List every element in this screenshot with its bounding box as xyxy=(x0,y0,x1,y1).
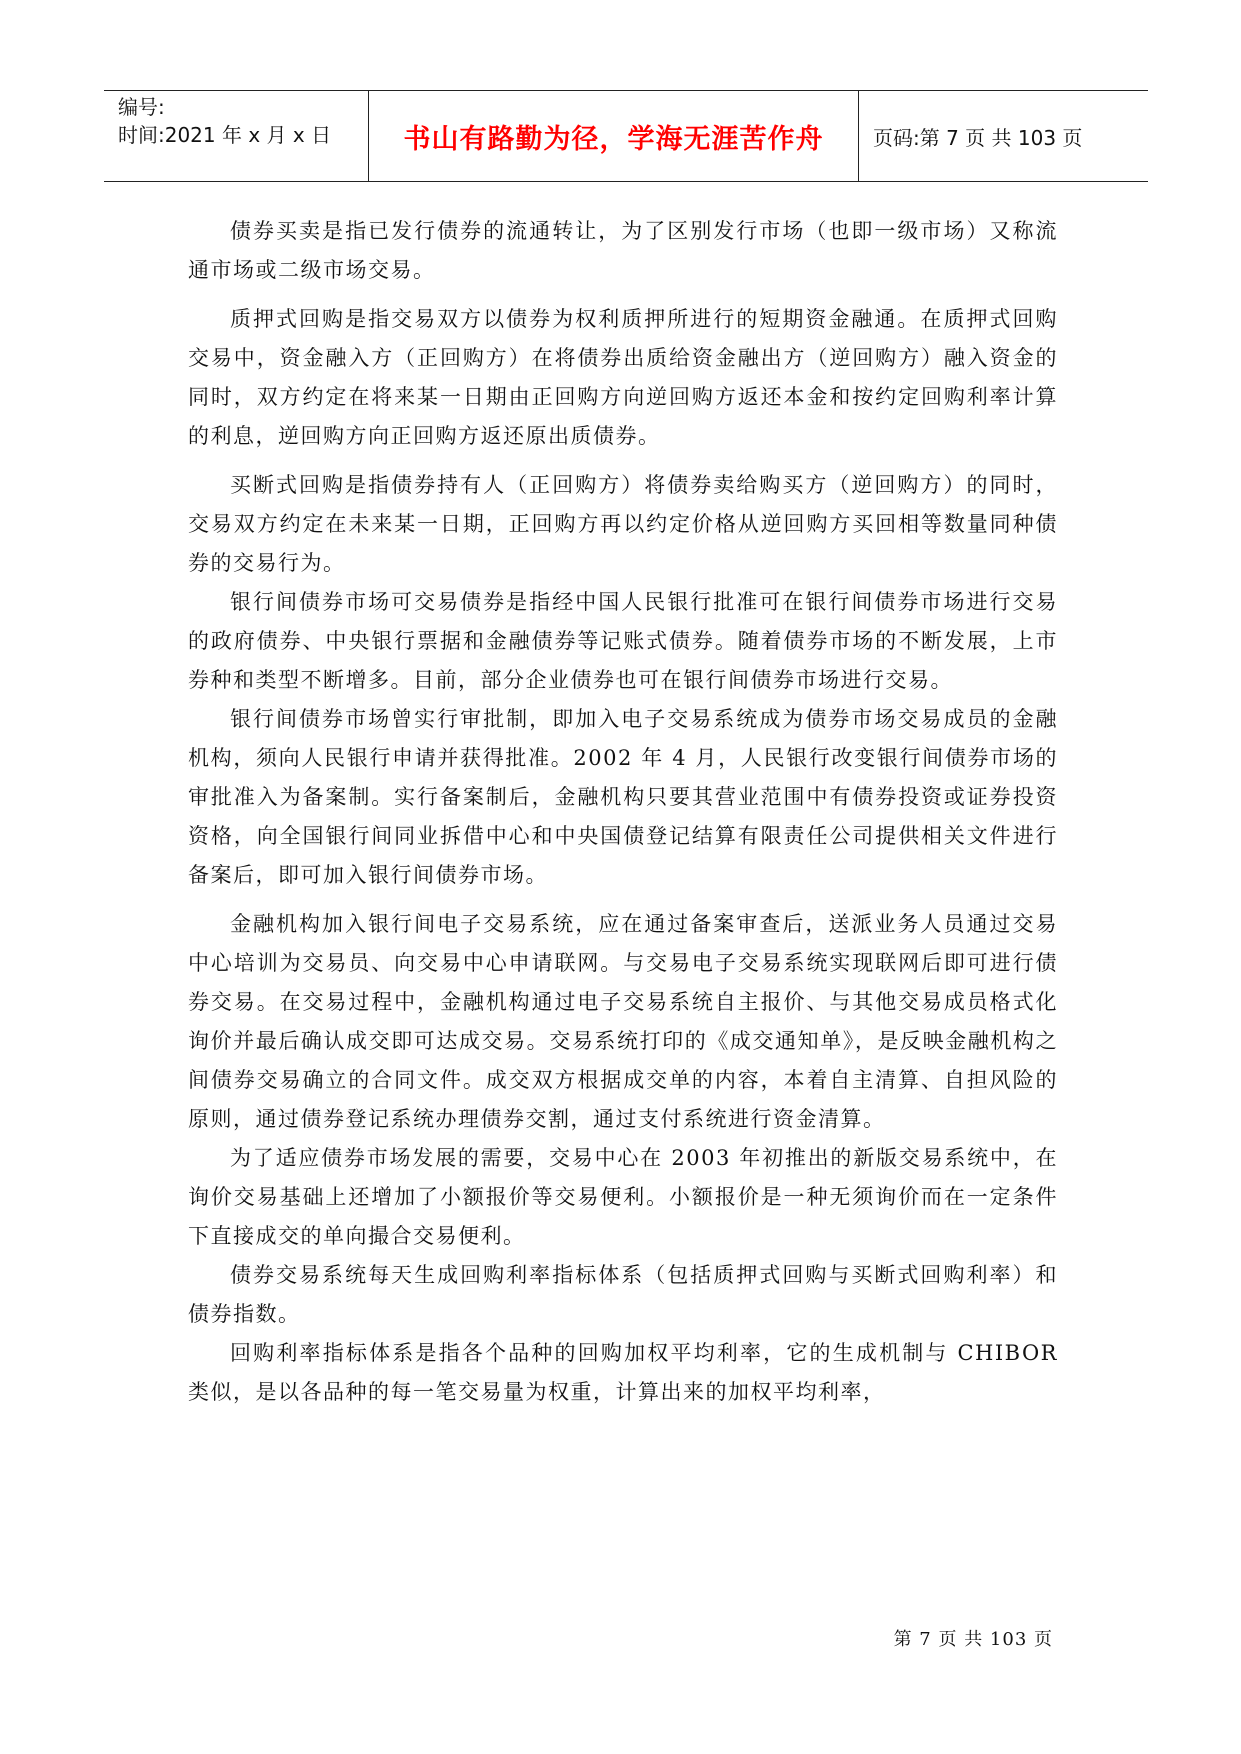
footer-page-number: 第 7 页 共 103 页 xyxy=(893,1629,1053,1650)
paragraph-outright-repo: 买断式回购是指债券持有人（正回购方）将债券卖给购买方（逆回购方）的同时，交易双方约定在未来某一日期，正回购方再以约定价格从逆回购方买回相等数量同种债券的交易行为。 xyxy=(188,473,1058,575)
paragraph-tradable-bonds: 银行间债券市场可交易债券是指经中国人民银行批准可在银行间债券市场进行交易的政府债券、中央银行票据和金融债券等记账式债券。随着债券市场的不断发展，上市券种和类型不断增多。目前，部分企业债券也可在银行间债券市场进行交易。 xyxy=(188,590,1058,692)
document-header xyxy=(104,90,1148,182)
paragraph-pledged-repo: 质押式回购是指交易双方以债券为权利质押所进行的短期资金融通。在质押式回购交易中，资金融入方（正回购方）在将债券出质给资金融出方（逆回购方）融入资金的同时，双方约定在将来某一日期由正回购方向逆回购方返还本金和按约定回购利率计算的利息，逆回购方向正回购方返还原出质债券。 xyxy=(188,307,1058,448)
page-footer xyxy=(0,1625,1241,1651)
header-motto-cell xyxy=(369,91,859,181)
paragraph-bond-trading: 债券买卖是指已发行债券的流通转让，为了区别发行市场（也即一级市场）又称流通市场或二级市场交易。 xyxy=(188,219,1058,282)
header-meta-cell xyxy=(104,91,369,181)
document-time-label: 时间:2021 年 x 月 x 日 xyxy=(118,123,332,147)
paragraph-trading-process: 金融机构加入银行间电子交易系统，应在通过备案审查后，送派业务人员通过交易中心培训为交易员、向交易中心申请联网。与交易电子交易系统实现联网后即可进行债券交易。在交易过程中，金融机构通过电子交易系统自主报价、与其他交易成员格式化询价并最后确认成交即可达成交易。交易系统打印的《成交通知单》，是反映金融机构之间债券交易确立的合同文件。成交双方根据成交单的内容，本着自主清算、自担风险的原则，通过债券登记系统办理债券交割，通过支付系统进行资金清算。 xyxy=(188,912,1058,1131)
header-page-code: 页码:第 7 页 共 103 页 xyxy=(873,125,1083,150)
paragraph-rate-indicators: 债券交易系统每天生成回购利率指标体系（包括质押式回购与买断式回购利率）和债券指数。 xyxy=(188,1263,1058,1326)
paragraph-repo-rate-system: 回购利率指标体系是指各个品种的回购加权平均利率，它的生成机制与 CHIBOR 类似，是以各品种的每一笔交易量为权重，计算出来的加权平均利率， xyxy=(188,1341,1058,1404)
document-body xyxy=(188,212,1058,1412)
header-page-cell xyxy=(859,91,1148,181)
paragraph-market-access: 银行间债券市场曾实行审批制，即加入电子交易系统成为债券市场交易成员的金融机构，须向人民银行申请并获得批准。2002 年 4 月，人民银行改变银行间债券市场的审批准入为备案制。实行备案制后，金融机构只要其营业范围中有债券投资或证券投资资格，向全国银行间同业拆借中心和中央国债登记结算有限责任公司提供相关文件进行备案后，即可加入银行间债券市场。 xyxy=(188,707,1058,887)
paragraph-new-system: 为了适应债券市场发展的需要，交易中心在 2003 年初推出的新版交易系统中，在询价交易基础上还增加了小额报价等交易便利。小额报价是一种无须询价而在一定条件下直接成交的单向撮合交易便利。 xyxy=(188,1146,1058,1248)
document-number-label: 编号: xyxy=(118,95,165,119)
header-motto: 书山有路勤为径，学海无涯苦作舟 xyxy=(403,123,824,155)
